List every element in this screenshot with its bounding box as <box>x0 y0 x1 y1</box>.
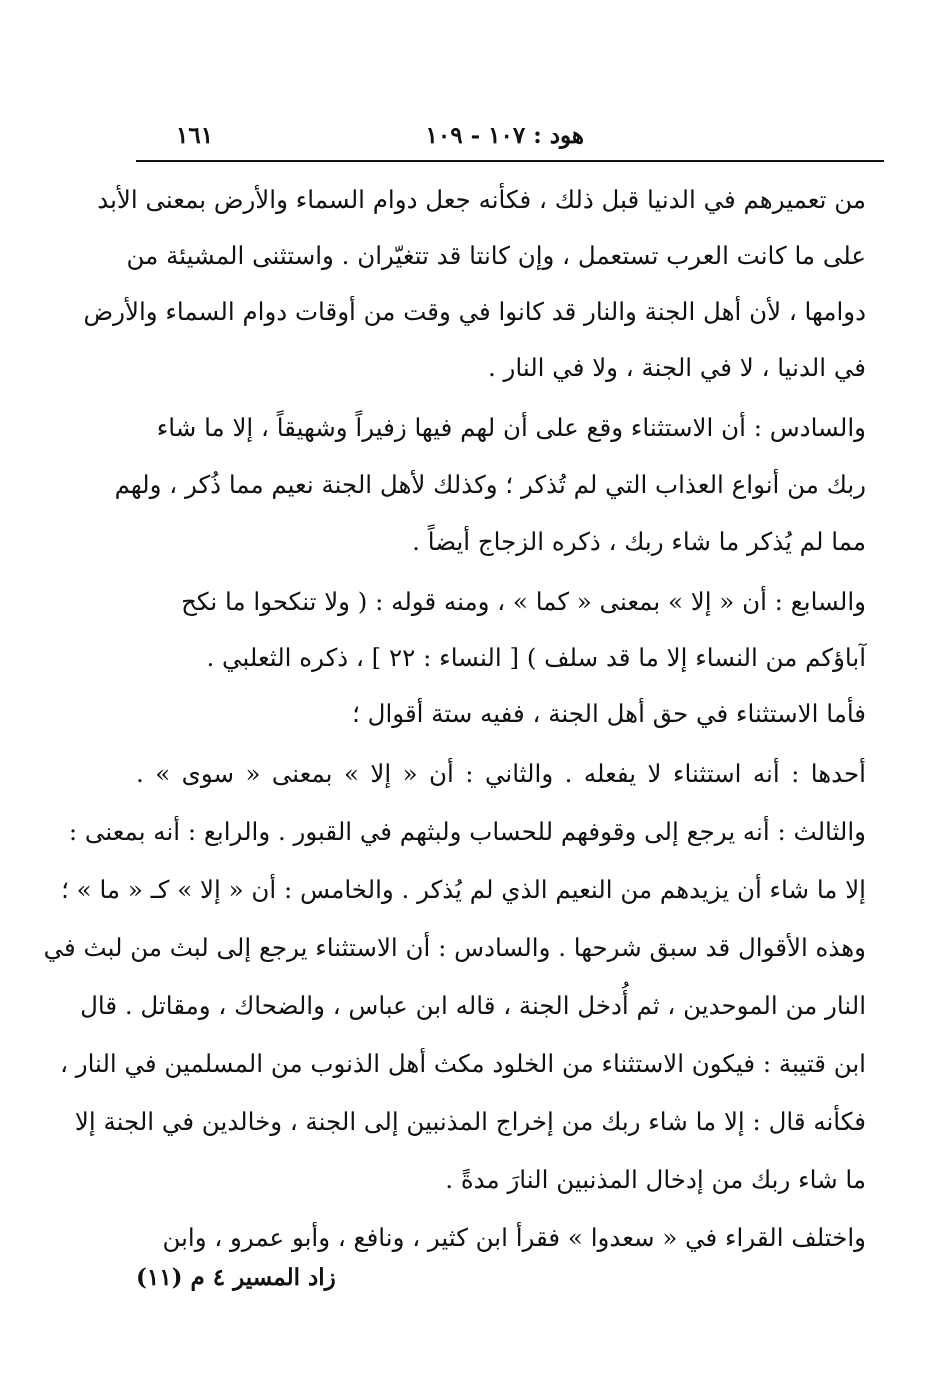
text-line: ما شاء ربك من إدخال المذنبين النارَ مدةً . <box>445 1165 866 1194</box>
text-line: وهذه الأقوال قد سبق شرحها . والسادس : أن الاستثناء يرجع إلى لبث من لبث في <box>43 933 866 962</box>
signature-mark: زاد المسير ٤ م (١١) <box>136 1264 336 1291</box>
paragraph-start-line: والسادس : أن الاستثناء وقع على أن لهم فيها زفيراً وشهيقاً ، إلا ما شاء <box>156 413 866 442</box>
paragraph-start-line: واختلف القراء في « سعدوا » فقرأ ابن كثير ، ونافع ، وأبو عمرو ، وابن <box>162 1223 866 1252</box>
text-line: على ما كانت العرب تستعمل ، وإن كانتا قد تتغيّران . واستثنى المشيئة من <box>126 241 866 270</box>
paragraph-start-line: والسابع : أن « إلا » بمعنى « كما » ، ومنه قوله : ( ولا تنكحوا ما نكح <box>181 587 866 616</box>
text-line: فكأنه قال : إلا ما شاء ربك من إخراج المذنبين إلى الجنة ، وخالدين في الجنة إلا <box>74 1107 866 1136</box>
page-number: ١٦١ <box>176 122 214 149</box>
text-line: دوامها ، لأن أهل الجنة والنار قد كانوا في وقت من أوقات دوام السماء والأرض <box>83 297 866 326</box>
text-line: في الدنيا ، لا في الجنة ، ولا في النار . <box>487 353 866 382</box>
text-line: النار من الموحدين ، ثم أُدخل الجنة ، قاله ابن عباس ، والضحاك ، ومقاتل . قال <box>80 991 866 1020</box>
text-line: مما لم يُذكر ما شاء ربك ، ذكره الزجاج أيضاً . <box>412 527 866 556</box>
text-line: من تعميرهم في الدنيا قبل ذلك ، فكأنه جعل دوام السماء والأرض بمعنى الأبد <box>97 185 866 214</box>
text-line: آباؤكم من النساء إلا ما قد سلف ) [ النساء : ٢٢ ] ، ذكره الثعلبي . <box>206 643 866 672</box>
text-line: إلا ما شاء أن يزيدهم من النعيم الذي لم يُذكر . والخامس : أن « إلا » كـ « ما » ؛ <box>61 875 866 904</box>
paragraph-start-line: فأما الاستثناء في حق أهل الجنة ، ففيه ستة أقوال ؛ <box>352 699 866 728</box>
text-line: ابن قتيبة : فيكون الاستثناء من الخلود مكث أهل الذنوب من المسلمين في النار ، <box>60 1049 866 1078</box>
header-rule <box>136 160 884 162</box>
text-line: أحدها : أنه استثناء لا يفعله . والثاني : أن « إلا » بمعنى « سوى » . <box>136 759 866 788</box>
text-line: ربك من أنواع العذاب التي لم تُذكر ؛ وكذلك لأهل الجنة نعيم مما ذُكر ، ولهم <box>114 470 866 499</box>
running-header <box>136 118 884 154</box>
header-title: هود : ١٠٧ - ١٠٩ <box>425 122 584 149</box>
text-line: والثالث : أنه يرجع إلى وقوفهم للحساب ولبثهم في القبور . والرابع : أنه بمعنى : <box>68 817 866 846</box>
